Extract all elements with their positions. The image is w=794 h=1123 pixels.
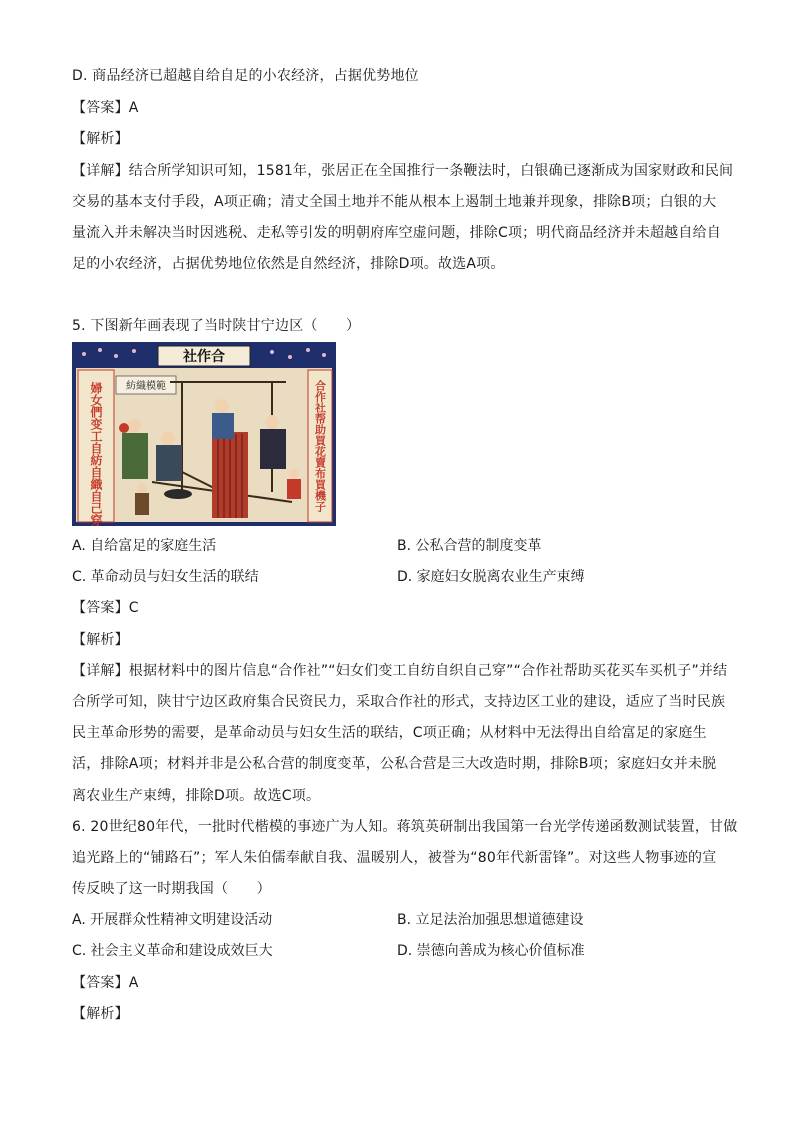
q6-analysis-label: 【解析】 bbox=[72, 1006, 129, 1022]
q5-detail-line: 离农业生产束缚，排除D项。故选C项。 bbox=[72, 788, 321, 804]
q4-detail-line: 足的小农经济，占据优势地位依然是自然经济，排除D项。故选A项。 bbox=[72, 256, 505, 272]
q6-option-d: D. 崇德向善成为核心价值标准 bbox=[397, 943, 585, 959]
left-banner-text: 婦女們变工自紡自織自己穿 bbox=[89, 382, 103, 526]
new-year-painting-image bbox=[72, 342, 336, 526]
q5-stem: 5. 下图新年画表现了当时陕甘宁边区（ ） bbox=[72, 318, 361, 334]
q5-analysis-label: 【解析】 bbox=[72, 632, 129, 648]
top-banner-text: 社作合 bbox=[183, 349, 225, 365]
figure-child-right bbox=[287, 469, 301, 499]
q5-option-c: C. 革命动员与妇女生活的联结 bbox=[72, 569, 259, 585]
q6-option-a: A. 开展群众性精神文明建设活动 bbox=[72, 912, 273, 928]
right-banner-text: 合作社帮助買花賣布買機子 bbox=[313, 380, 327, 512]
q5-detail-line: 合所学可知，陕甘宁边区政府集合民资民力，采取合作社的形式，支持边区工业的建设，适应了当时民族 bbox=[72, 694, 726, 710]
q4-analysis-label: 【解析】 bbox=[72, 131, 129, 147]
basket bbox=[164, 489, 192, 499]
q4-detail-line: 交易的基本支付手段，A项正确；清丈全国土地并不能从根本上遏制土地兼并现象，排除B项；白银的大 bbox=[72, 194, 717, 210]
q6-answer: 【答案】A bbox=[72, 975, 139, 991]
q5-detail-line: 民主革命形势的需要，是革命动员与妇女生活的联结，C项正确；从材料中无法得出自给富足的家庭生 bbox=[72, 725, 707, 741]
q4-option-d: D. 商品经济已超越自给自足的小农经济，占据优势地位 bbox=[72, 68, 419, 84]
q5-option-d: D. 家庭妇女脱离农业生产束缚 bbox=[397, 569, 585, 585]
sign-text: 紡織模範 bbox=[126, 381, 166, 392]
q6-stem-line: 追光路上的“铺路石”；军人朱伯儒奉献自我、温暖别人，被誉为“80年代新雷锋”。对这些人物事迹的宣 bbox=[72, 850, 717, 866]
q6-option-b: B. 立足法治加强思想道德建设 bbox=[397, 912, 584, 928]
figure-child-left bbox=[135, 483, 149, 515]
q4-answer: 【答案】A bbox=[72, 100, 139, 116]
q5-detail-line: 活，排除A项；材料并非是公私合营的制度变革，公私合营是三大改造时期，排除B项；家庭妇女并未脱 bbox=[72, 756, 717, 772]
q6-stem-line: 6. 20世纪80年代，一批时代楷模的事迹广为人知。蒋筑英研制出我国第一台光学传递函数测试装置，甘做 bbox=[72, 819, 738, 835]
painting-illustration bbox=[72, 342, 336, 526]
q4-detail-line: 【详解】结合所学知识可知，1581年，张居正在全国推行一条鞭法时，白银确已逐渐成为国家财政和民间 bbox=[72, 163, 734, 179]
q5-option-b: B. 公私合营的制度变革 bbox=[397, 538, 542, 554]
q4-detail-line: 量流入并未解决当时因逃税、走私等引发的明朝府库空虚问题，排除C项；明代商品经济并未超越自给自 bbox=[72, 225, 721, 241]
q6-option-c: C. 社会主义革命和建设成效巨大 bbox=[72, 943, 273, 959]
q5-detail-line: 【详解】根据材料中的图片信息“合作社”“妇女们变工自纺自织自己穿”“合作社帮助买花买车买机子”并结 bbox=[72, 663, 728, 679]
q5-answer: 【答案】C bbox=[72, 600, 139, 616]
q5-option-a: A. 自给富足的家庭生活 bbox=[72, 538, 217, 554]
q6-stem-line: 传反映了这一时期我国（ ） bbox=[72, 881, 271, 897]
